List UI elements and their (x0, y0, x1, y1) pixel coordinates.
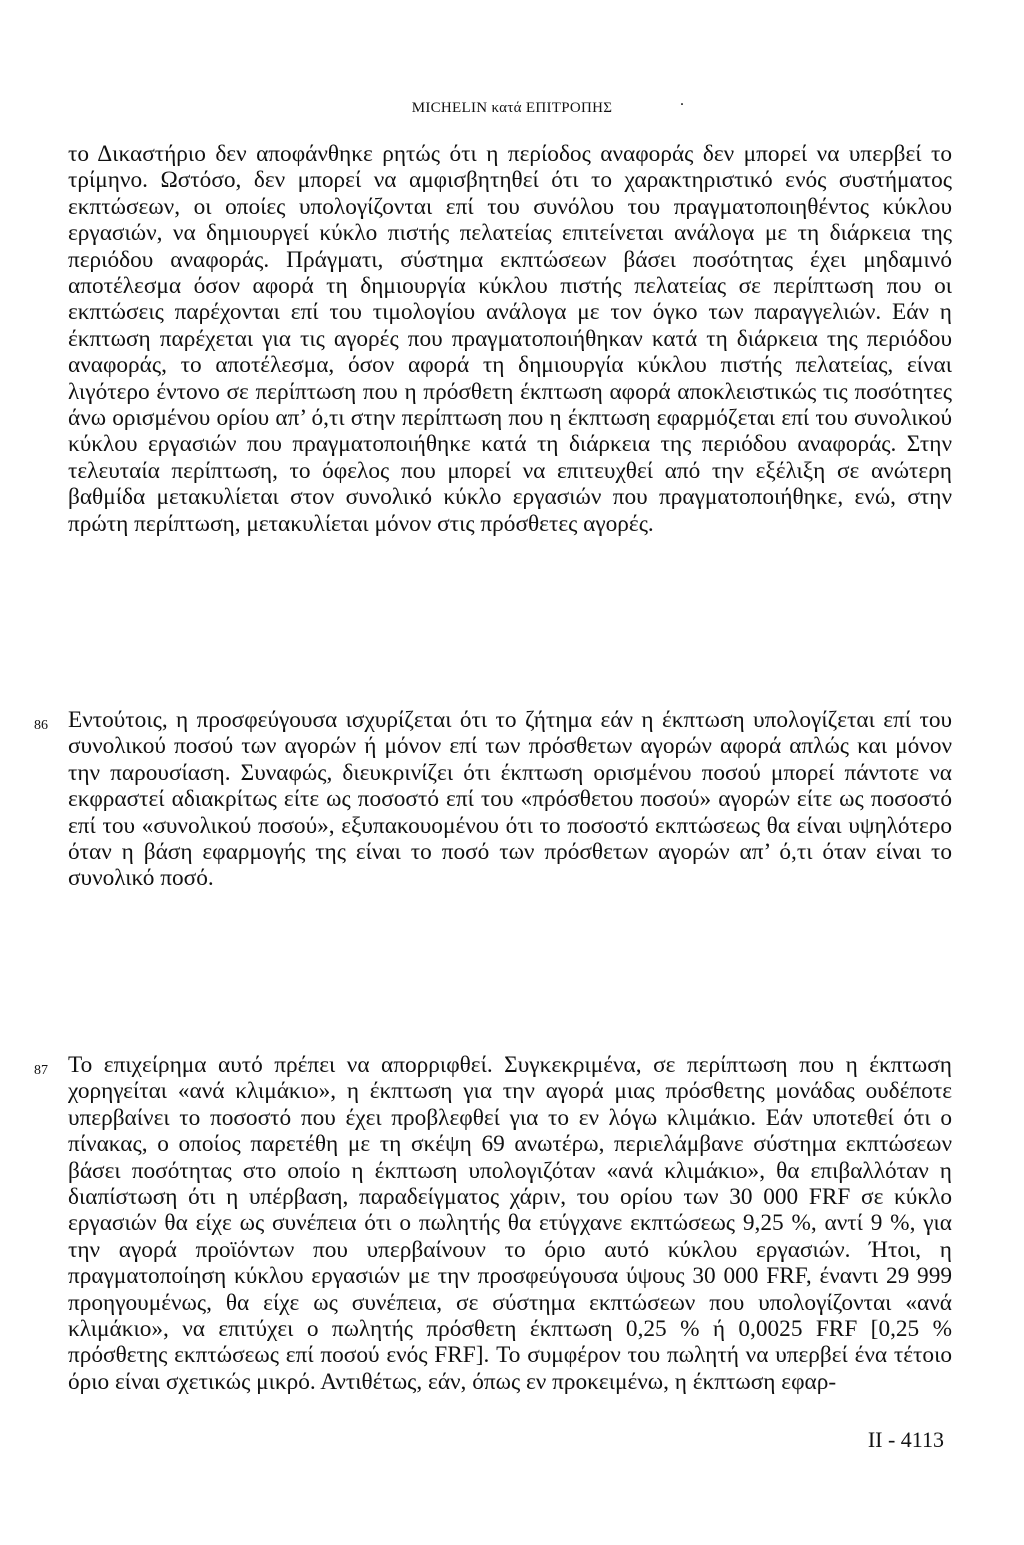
paragraph-continued: το Δικαστήριο δεν αποφάνθηκε ρητώς ότι η περίοδος αναφοράς δεν μπορεί να υπερβεί το τρίμηνο. Ωστόσο, δεν μπορεί να αμφισβητηθεί ότι το χαρακτηριστικό ενός συστήματος εκπτώσεων, οι οποίες υπολογίζονται επί του συνόλου του πραγματοποιηθέντος κύκλου εργασιών, να δημιουργεί κύκλο πιστής πελατείας επιτείνεται ανάλογα με τη διάρκεια της περιόδου αναφοράς. Πράγματι, σύστημα εκπτώσεων βάσει ποσότητας έχει μηδαμινό αποτέλεσμα όσον αφορά τη δημιουργία κύκλου πιστής πελατείας σε περίπτωση που οι εκπτώσεις παρέχονται επί του τιμολογίου ανάλογα με τον όγκο των παραγγελιών. Εάν η έκπτωση παρέχεται για τις αγορές που πραγματοποιήθηκαν κατά τη διάρκεια της περιόδου αναφοράς, το αποτέλεσμα, όσον αφορά τη δημιουργία κύκλου πιστής πελατείας, είναι λιγότερο έντονο σε περίπτωση που η πρόσθετη έκπτωση αφορά αποκλειστικώς τις ποσότητες άνω ορισμένου ορίου απ’ ό,τι στην περίπτωση που η έκπτωση εφαρμόζεται επί του συνολικού κύκλου εργασιών που πραγματοποιήθηκε κατά τη διάρκεια της περιόδου αναφοράς. Στην τελευταία περίπτωση, το όφελος που μπορεί να επιτευχθεί από την εξέλιξη σε ανώτερη βαθμίδα μετακυλίεται στον συνολικό κύκλο εργασιών που πραγματοποιήθηκε, ενώ, στην πρώτη περίπτωση, μετακυλίεται μόνον στις πρόσθετες αγορές. (68, 141, 952, 537)
paragraph-number-86: 86 (34, 718, 48, 733)
paragraph-86: Εντούτοις, η προσφεύγουσα ισχυρίζεται ότι το ζήτημα εάν η έκπτωση υπολογίζεται επί του συνολικού ποσού των αγορών ή μόνον επί των πρόσθετων αγορών αφορά απλώς και μόνον την παρουσίαση. Συναφώς, διευκρινίζει ότι έκπτωση ορισμένου ποσού μπορεί πάντοτε να εκφραστεί αδιακρίτως είτε ως ποσοστό επί του «πρόσθετου ποσού» αγορών είτε ως ποσοστό επί του «συνολικού ποσού», εξυπακουομένου ότι το ποσοστό εκπτώσεως θα είναι υψηλότερο όταν η βάση εφαρμογής της είναι το ποσό των πρόσθετων αγορών απ’ ό,τι όταν είναι το συνολικό ποσό. (68, 707, 952, 892)
page-number: II - 4113 (867, 1427, 944, 1452)
paragraph-87: Το επιχείρημα αυτό πρέπει να απορριφθεί. Συγκεκριμένα, σε περίπτωση που η έκπτωση χορηγείται «ανά κλιμάκιο», η έκπτωση για την αγορά μιας πρόσθετης μονάδας ουδέποτε υπερβαίνει το ποσοστό που έχει προβλεφθεί για το εν λόγω κλιμάκιο. Εάν υποτεθεί ότι ο πίνακας, ο οποίος παρετέθη με τη σκέψη 69 ανωτέρω, περιελάμβανε σύστημα εκπτώσεων βάσει ποσότητας στο οποίο η έκπτωση υπολογιζόταν «ανά κλιμάκιο», θα επιβαλλόταν η διαπίστωση ότι η υπέρβαση, παραδείγματος χάριν, του ορίου των 30 000 FRF σε κύκλο εργασιών θα είχε ως συνέπεια ότι ο πωλητής θα ετύγχανε εκπτώσεως 9,25 %, αντί 9 %, για την αγορά προϊόντων που υπερβαίνουν το όριο αυτό κύκλου εργασιών. Ήτοι, η πραγματοποίηση κύκλου εργασιών με την προσφεύγουσα ύψους 30 000 FRF, έναντι 29 999 προηγουμένως, θα είχε ως συνέπεια, σε σύστημα εκπτώσεων που υπολογίζονται «ανά κλιμάκιο», να επιτύχει ο πωλητής πρόσθετη έκπτωση 0,25 % ή 0,0025 FRF [0,25 % πρόσθετης εκπτώσεως επί ποσού ενός FRF]. Το συμφέρον του πωλητή να υπερβεί ένα τέτοιο όριο είναι σχετικώς μικρό. Αντιθέτως, εάν, όπως εν προκειμένω, η έκπτωση εφαρ- (68, 1052, 952, 1395)
paragraph-number-87: 87 (34, 1063, 48, 1078)
header-mark: . (680, 92, 684, 109)
running-header: MICHELIN κατά ΕΠΙΤΡΟΠΗΣ (411, 100, 613, 116)
